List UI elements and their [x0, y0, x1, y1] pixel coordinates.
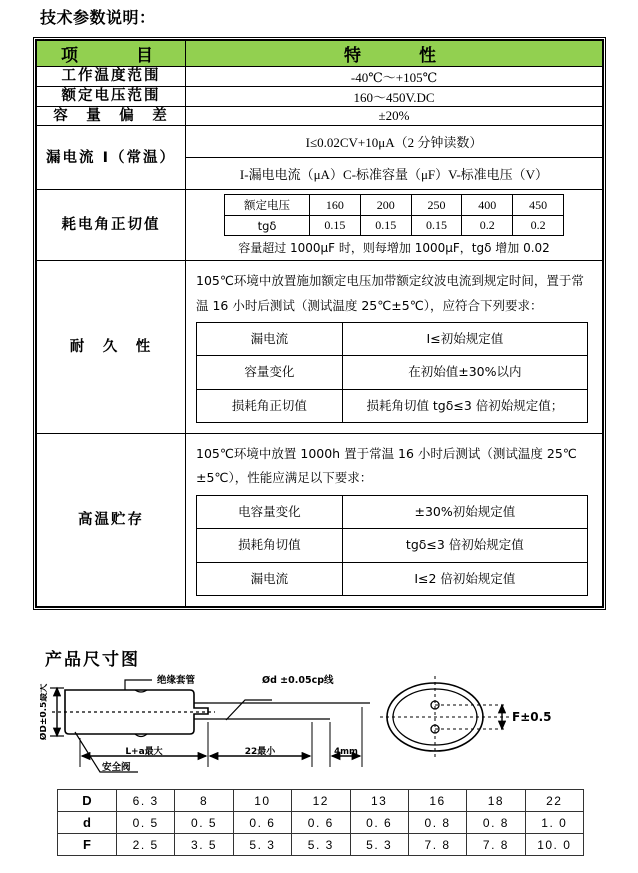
endurance-description: 105℃环境中放置施加额定电压加带额定纹波电流到规定时间，置于常温 16 小时后测试（测试温度 25℃±5℃），应符合下列要求：: [196, 273, 584, 313]
label-lead-length: 22最小: [244, 747, 276, 757]
tg-voltage-160: 160: [310, 195, 361, 216]
tg-value-450: 0.2: [513, 216, 564, 236]
dim-d-5: 0. 8: [408, 812, 466, 834]
table-row: [37, 87, 603, 107]
row-value-dissipation-factor: [186, 190, 603, 261]
dimension-section-title: 产品尺寸图: [45, 650, 140, 670]
table-row: [37, 67, 603, 87]
tg-label-tgd: tgδ: [225, 216, 310, 236]
table-row-D: [58, 790, 584, 812]
dim-D-3: 12: [292, 790, 350, 812]
dim-d-7: 1. 0: [525, 812, 583, 834]
capacitor-drawing-svg: [40, 672, 600, 782]
endurance-criteria-key-leakage: 漏电流: [197, 322, 343, 355]
dim-row-label-D: D: [58, 790, 117, 812]
tg-value-row: [225, 216, 564, 236]
header-characteristic: 特 性: [186, 41, 603, 67]
dim-F-5: 7. 8: [408, 834, 466, 856]
row-value-capacitance-tolerance: ±20%: [186, 107, 603, 126]
storage-criteria-value-capacitance: ±30%初始规定值: [342, 495, 587, 528]
dim-D-0: 6. 3: [117, 790, 175, 812]
storage-criteria-value-leakage: I≤2 倍初始规定值: [342, 562, 587, 595]
label-lead-tail: 4mm: [334, 747, 358, 757]
label-lead-pitch: F±0.5: [512, 710, 552, 724]
table-row: [197, 529, 588, 562]
leakage-formula: I≤0.02CV+10μA（2 分钟读数）: [186, 126, 602, 158]
table-row: [37, 107, 603, 126]
endurance-criteria-value-capacitance: 在初始值±30%以内: [342, 356, 587, 389]
dim-d-4: 0. 6: [350, 812, 408, 834]
endurance-criteria-table: [196, 322, 588, 423]
dim-F-4: 5. 3: [350, 834, 408, 856]
dissipation-factor-table: [224, 194, 564, 236]
row-value-temperature-range: -40℃～+105℃: [186, 67, 603, 87]
label-lead-diameter: Ød ±0.05cp线: [262, 675, 334, 686]
table-row: [197, 322, 588, 355]
table-header-row: [37, 41, 603, 67]
dim-D-6: 18: [467, 790, 525, 812]
endurance-block: [186, 261, 602, 433]
row-value-voltage-range: 160～450V.DC: [186, 87, 603, 107]
label-insulating-sleeve: 绝缘套管: [157, 675, 196, 686]
table-row-leakage-current: [37, 126, 603, 190]
table-row: [197, 562, 588, 595]
tg-value-250: 0.15: [411, 216, 462, 236]
storage-criteria-key-tangent: 损耗角切值: [197, 529, 343, 562]
dim-d-1: 0. 5: [175, 812, 233, 834]
row-label-voltage-range: 额定电压范围: [37, 87, 186, 107]
label-safety-valve: 安全阀: [102, 762, 131, 773]
dim-F-1: 3. 5: [175, 834, 233, 856]
row-label-dissipation-factor: 耗电角正切值: [37, 190, 186, 261]
row-label-leakage-current: 漏电流 I（常温）: [37, 126, 186, 190]
tg-voltage-200: 200: [360, 195, 411, 216]
dim-F-6: 7. 8: [467, 834, 525, 856]
capacitor-dimension-diagram: [40, 672, 600, 782]
leakage-legend: I-漏电电流（μA）C-标准容量（μF）V-标准电压（V）: [239, 167, 549, 183]
tg-label-rated-voltage: 额定电压: [225, 195, 310, 216]
table-row-dissipation-factor: [37, 190, 603, 261]
capacitor-top-view: [380, 676, 552, 758]
table-row-endurance: [37, 261, 603, 434]
row-value-leakage-current: [186, 126, 603, 190]
endurance-criteria-key-tangent: 损耗角正切值: [197, 389, 343, 422]
storage-description: 105℃环境中放置 1000h 置于常温 16 小时后测试（测试温度 25℃±5℃），性能应满足以下要求：: [196, 446, 577, 486]
page-title: 技术参数说明：: [40, 8, 156, 27]
dimension-value-table: [57, 789, 584, 856]
dissipation-factor-block: [186, 190, 602, 260]
dim-row-label-F: F: [58, 834, 117, 856]
table-row-d: [58, 812, 584, 834]
dim-D-4: 13: [350, 790, 408, 812]
tg-voltage-450: 450: [513, 195, 564, 216]
dim-D-7: 22: [525, 790, 583, 812]
table-row: [197, 356, 588, 389]
tg-voltage-250: 250: [411, 195, 462, 216]
storage-criteria-key-capacitance: 电容量变化: [197, 495, 343, 528]
dim-F-0: 2. 5: [117, 834, 175, 856]
endurance-criteria-key-capacitance: 容量变化: [197, 356, 343, 389]
tg-value-400: 0.2: [462, 216, 513, 236]
dim-F-7: 10. 0: [525, 834, 583, 856]
sleeve-leader-line: [125, 680, 152, 690]
tg-value-160: 0.15: [310, 216, 361, 236]
tg-voltage-400: 400: [462, 195, 513, 216]
row-label-endurance: 耐 久 性: [37, 261, 186, 434]
dim-D-2: 10: [233, 790, 291, 812]
label-diameter: ØD±0.5最大: [40, 683, 49, 741]
table-row-high-temp-storage: [37, 434, 603, 607]
dim-d-3: 0. 6: [292, 812, 350, 834]
tg-voltage-row: [225, 195, 564, 216]
storage-criteria-table: [196, 495, 588, 596]
dim-D-1: 8: [175, 790, 233, 812]
dissipation-factor-note: 容量超过 1000μF 时，则每增加 1000μF，tgδ 增加 0.02: [238, 241, 550, 256]
dim-D-5: 16: [408, 790, 466, 812]
storage-criteria-key-leakage: 漏电流: [197, 562, 343, 595]
dim-row-label-d: d: [58, 812, 117, 834]
label-body-length: L+a最大: [125, 747, 163, 757]
dim-F-2: 5. 3: [233, 834, 291, 856]
row-label-high-temp-storage: 高温贮存: [37, 434, 186, 607]
tg-value-200: 0.15: [360, 216, 411, 236]
dim-d-6: 0. 8: [467, 812, 525, 834]
specification-table: [33, 37, 606, 610]
dim-d-2: 0. 6: [233, 812, 291, 834]
dim-F-3: 5. 3: [292, 834, 350, 856]
storage-criteria-value-tangent: tgδ≤3 倍初始规定值: [342, 529, 587, 562]
table-row: [197, 389, 588, 422]
row-value-high-temp-storage: [186, 434, 603, 607]
endurance-criteria-value-leakage: I≤初始规定值: [342, 322, 587, 355]
row-value-endurance: [186, 261, 603, 434]
endurance-criteria-value-tangent: 损耗角切值 tgδ≤3 倍初始规定值；: [342, 389, 587, 422]
table-row: [197, 495, 588, 528]
row-label-capacitance-tolerance: 容 量 偏 差: [37, 107, 186, 126]
table-row-F: [58, 834, 584, 856]
header-item: 项 目: [37, 41, 186, 67]
dim-d-0: 0. 5: [117, 812, 175, 834]
storage-block: [186, 434, 602, 606]
row-label-temperature-range: 工作温度范围: [37, 67, 186, 87]
